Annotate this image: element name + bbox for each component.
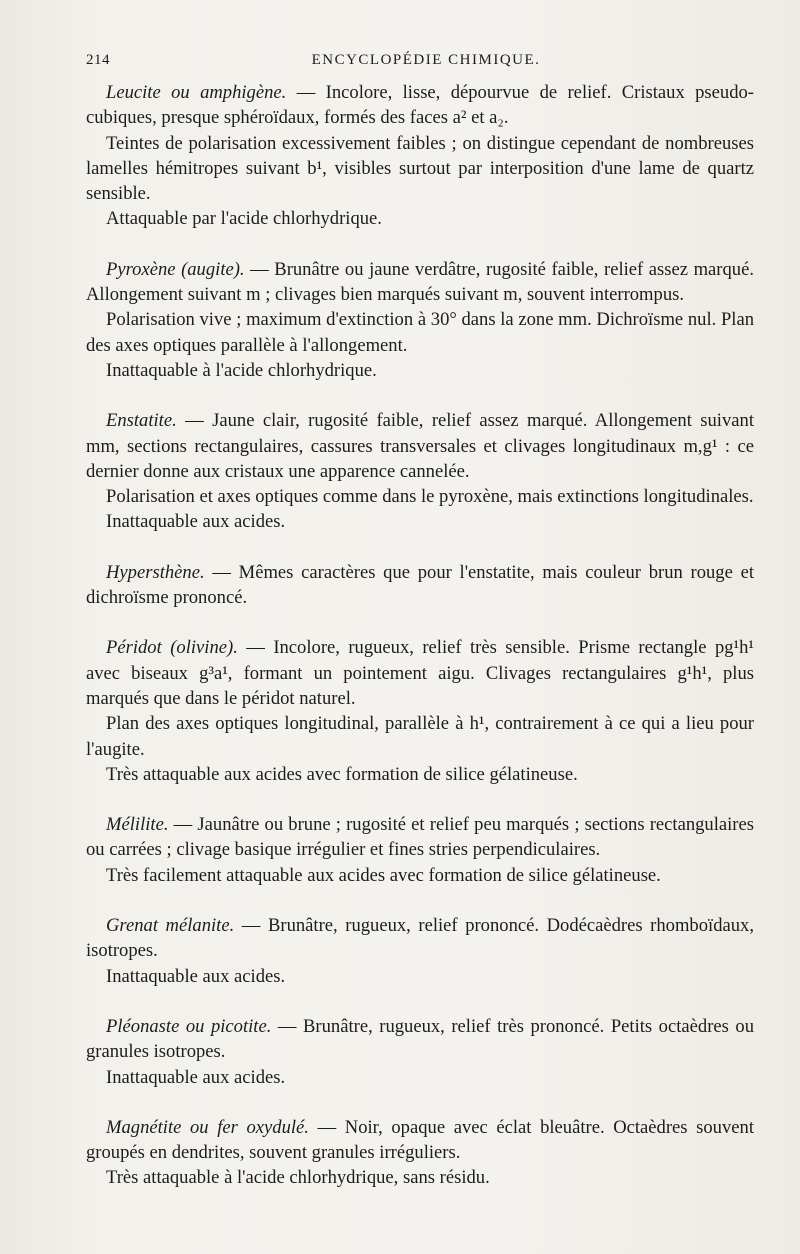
- entry-first-paragraph: [86, 913, 754, 964]
- entry-paragraph: Inattaquable aux acides.: [106, 511, 286, 533]
- entry-first-paragraph: [86, 812, 754, 863]
- mineral-entry: [86, 560, 754, 611]
- mineral-entry: [86, 80, 754, 232]
- mineral-description: — Incolore, rugueux, relief très sensible. Prisme rectangle pg¹h¹ avec biseaux g³a¹, formant un pointement aigu. Clivages rectangulaires g¹h¹, plus marqués que dans le péridot naturel.: [86, 637, 754, 709]
- entry-first-paragraph: [86, 257, 754, 308]
- mineral-name: Pléonaste ou picotite.: [106, 1015, 272, 1037]
- entry-paragraph: Attaquable par l'acide chlorhydrique.: [106, 208, 382, 230]
- entry-paragraph: Inattaquable aux acides.: [106, 1066, 286, 1088]
- mineral-description: — Jaunâtre ou brune ; rugosité et relief peu marqués ; sections rectangulaires ou carrées ; clivage basique irrégulier et fines stries perpendiculaires.: [86, 814, 754, 861]
- page-header: [86, 52, 766, 74]
- entry-paragraph: Inattaquable aux acides.: [106, 965, 286, 987]
- running-title: ENCYCLOPÉDIE CHIMIQUE.: [311, 52, 541, 68]
- mineral-description: — Mêmes caractères que pour l'enstatite, mais couleur brun rouge et dichroïsme prononcé.: [86, 561, 754, 609]
- mineral-entry: [86, 812, 754, 888]
- entry-first-paragraph: [86, 80, 754, 131]
- mineral-name: Grenat mélanite.: [106, 915, 235, 937]
- entry-paragraph: Très facilement attaquable aux acides avec formation de silice gélatineuse.: [106, 864, 661, 886]
- entry-paragraph: Très attaquable aux acides avec formation de silice gélatineuse.: [106, 763, 578, 785]
- mineral-description: — Brunâtre, rugueux, relief très prononcé. Petits octaèdres ou granules isotropes.: [86, 1015, 755, 1063]
- entry-paragraph: Polarisation et axes optiques comme dans le pyroxène, mais extinctions longitudinales.: [106, 486, 754, 508]
- mineral-name: Leucite ou amphigène.: [106, 82, 287, 103]
- mineral-description: — Brunâtre, rugueux, relief prononcé. Dodécaèdres rhomboïdaux, isotropes.: [86, 915, 754, 962]
- mineral-name: Péridot (olivine).: [106, 637, 238, 659]
- mineral-entry: [86, 913, 754, 989]
- mineral-description: — Incolore, lisse, dépourvue de relief. Cristaux pseudo-cubiques, presque sphéroïdaux, formés des faces a² et a₂.: [86, 82, 754, 129]
- entry-paragraph: Très attaquable à l'acide chlorhydrique, sans résidu.: [106, 1167, 490, 1189]
- mineral-entry: [86, 1115, 754, 1191]
- mineral-entry: [86, 257, 754, 383]
- mineral-name: Enstatite.: [106, 410, 177, 432]
- mineral-name: Hypersthène.: [106, 561, 205, 583]
- mineral-description: — Noir, opaque avec éclat bleuâtre. Octaèdres souvent groupés en dendrites, souvent granules irréguliers.: [86, 1116, 754, 1164]
- entry-paragraph: Teintes de polarisation excessivement faibles ; on distingue cependant de nombreuses lamelles hémitropes suivant b¹, visibles surtout par interposition d'une lame de quartz sensible.: [86, 132, 754, 205]
- mineral-description: — Jaune clair, rugosité faible, relief assez marqué. Allongement suivant mm, sections rectangulaires, cassures transversales et clivages longitudinaux m,g¹ : ce dernier donne aux cristaux une apparence cannelée.: [86, 410, 754, 482]
- entry-first-paragraph: [86, 635, 754, 711]
- mineral-description: — Brunâtre ou jaune verdâtre, rugosité faible, relief assez marqué. Allongement suivant m ; clivages bien marqués suivant m, souvent interrompus.: [86, 258, 754, 306]
- entry-first-paragraph: [86, 1115, 754, 1166]
- mineral-entry: [86, 1014, 754, 1090]
- entry-first-paragraph: [86, 560, 754, 611]
- entry-paragraph: Inattaquable à l'acide chlorhydrique.: [106, 359, 377, 381]
- text-block: [86, 80, 754, 1216]
- entry-paragraph: Plan des axes optiques longitudinal, parallèle à h¹, contrairement à ce qui a lieu pour l'augite.: [86, 713, 754, 760]
- mineral-entry: [86, 408, 754, 534]
- entry-first-paragraph: [86, 408, 754, 484]
- mineral-name: Magnétite ou fer oxydulé.: [106, 1116, 309, 1138]
- mineral-name: Mélilite.: [106, 814, 169, 836]
- entry-paragraph: Polarisation vive ; maximum d'extinction à 30° dans la zone mm. Dichroïsme nul. Plan des axes optiques parallèle à l'allongement.: [86, 309, 754, 356]
- entry-first-paragraph: [86, 1014, 754, 1065]
- mineral-name: Pyroxène (augite).: [106, 258, 245, 280]
- page-number: 214: [86, 52, 110, 68]
- mineral-entry: [86, 635, 754, 787]
